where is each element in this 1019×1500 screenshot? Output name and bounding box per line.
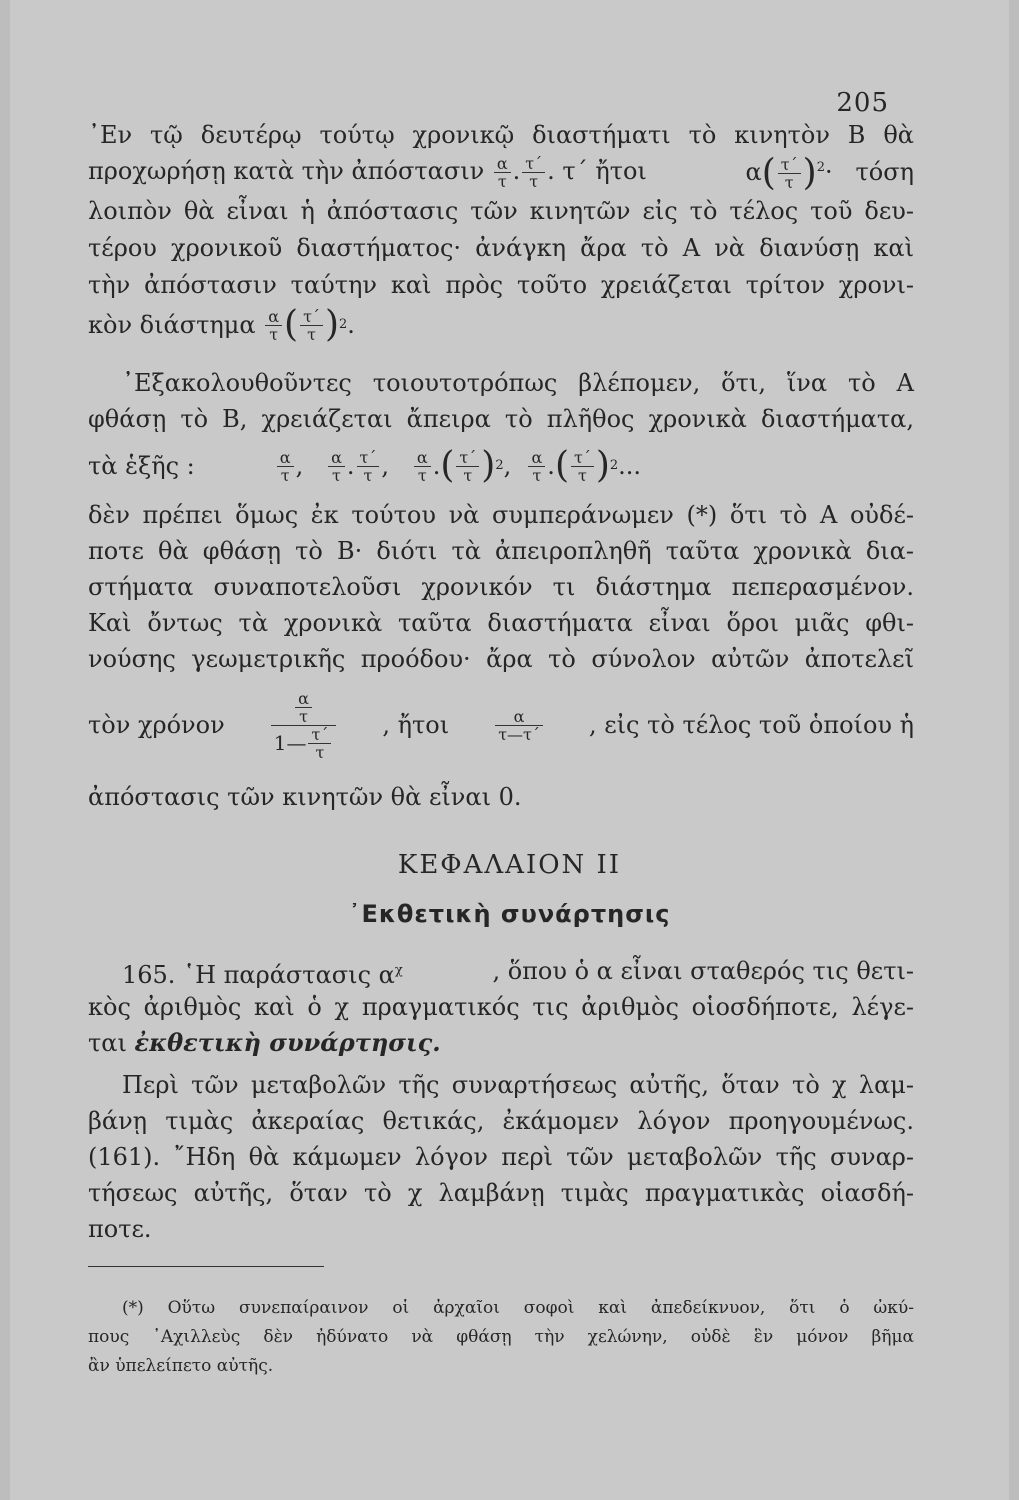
page-number: 205: [836, 88, 889, 118]
text-fragment: προχωρήσῃ κατὰ τὴν ἀπόστασιν: [88, 156, 485, 185]
footnote-line: (*) Οὕτω συνεπαίραινον οἱ ἀρχαῖοι σοφοὶ καὶ ἀπεδείκνυον, ὅτι ὁ ὠκύ-: [122, 1298, 914, 1318]
text-line: ᾿Εν τῷ δευτέρῳ τούτῳ χρονικῷ διαστήματι τὸ κινητὸν Β θὰ: [88, 121, 914, 149]
text-line: στήματα συναποτελοῦσι χρονικόν τι διάστημα πεπερασμένον.: [88, 573, 914, 601]
text-line: δὲν πρέπει ὅμως ἐκ τούτου νὰ συμπεράνωμεν (*) ὅτι τὸ Α οὐδέ-: [88, 501, 914, 529]
fraction: $\frac{\alpha}{\tau}$: [277, 449, 294, 484]
text-fragment: , ἤτοι: [382, 711, 450, 739]
text-fragment: τόση: [855, 158, 914, 186]
text-line-math: κὸν διάστημα $\frac{\alpha}{\tau}$ ( $\frac{\tau΄}{\tau}$ ) 2 .: [88, 304, 355, 345]
text-line: ται ἐκθετικὴ συνάρτησις.: [88, 1028, 441, 1057]
fraction: $\frac{\tau΄}{\tau}$: [522, 155, 545, 190]
footnote-divider: [88, 1266, 324, 1267]
fraction: $\frac{\tau΄}{\tau}$: [357, 449, 380, 484]
text-fragment: κὸν διάστημα: [88, 311, 256, 339]
text-line: κὸς ἀριθμὸς καὶ ὁ χ πραγματικός τις ἀριθμὸς οἱοσδήποτε, λέγε-: [88, 993, 914, 1021]
chapter-title: ᾿Εκθετικὴ συνάρτησις: [348, 900, 671, 928]
fraction: $\frac{\alpha}{\tau}$: [414, 449, 431, 484]
text-line-math: τὰ ἑξῆς : $\frac{\alpha}{\tau}$ , $\frac{\alpha}{\tau}$ . $\frac{\tau΄}{\tau}$ , $\frac{\alpha}{\tau}$ . ( $\frac{\tau΄}{\tau}$ ) 2 , $\frac{\alpha}{\tau}$ . ( $\frac{\tau΄}{\tau}$ ) 2 ...: [88, 445, 642, 486]
fraction: $\frac{\alpha}{\tau}$: [295, 690, 312, 725]
text-line: τέρου χρονικοῦ διαστήματος· ἀνάγκη ἄρα τὸ Α νὰ διανύσῃ καὶ: [88, 234, 914, 262]
chapter-heading: ΚΕΦΑΛΑΙΟΝ II: [397, 850, 622, 880]
text-line-math: προχωρήσῃ κατὰ τὴν ἀπόστασιν $\frac{\alpha}{\tau}$ . $\frac{\tau΄}{\tau}$ . τ΄ ἤτοι α( $\frac{\tau΄}{\tau}$ )$^2$· τόση: [88, 152, 914, 194]
emphasized-term: ἐκθετικὴ συνάρτησις.: [134, 1028, 441, 1057]
fraction: $\frac{\alpha}{\tau}$: [265, 308, 282, 343]
text-line: λοιπὸν θὰ εἶναι ἡ ἀπόστασις τῶν κινητῶν εἰς τὸ τέλος τοῦ δευ-: [88, 197, 914, 225]
text-fragment: τὸν χρόνον: [88, 711, 225, 739]
fraction: $\frac{\tau΄}{\tau}$: [308, 726, 331, 761]
footnote-line: ἂν ὑπελείπετο αὐτῆς.: [88, 1356, 274, 1376]
compound-fraction: $\frac{\alpha}{\tau}$ 1— $\frac{\tau΄}{\tau}$: [271, 690, 337, 761]
text-line: Περὶ τῶν μεταβολῶν τῆς συναρτήσεως αὐτῆς, ὅταν τὸ χ λαμ-: [122, 1071, 914, 1099]
text-fragment: α: [745, 158, 762, 186]
fraction: $\frac{\tau΄}{\tau}$: [300, 308, 323, 343]
fraction: $\frac{\alpha}{\tau—\tau΄}$: [495, 708, 543, 743]
fraction: $\frac{\alpha}{\tau}$: [328, 449, 345, 484]
text-line: βάνῃ τιμὰς ἀκεραίας θετικάς, ἐκάμομεν λόγον προηγουμένως.: [88, 1107, 914, 1135]
fraction: $\frac{\alpha}{\tau}$: [528, 449, 545, 484]
book-page: [10, 0, 1009, 1500]
text-line: ᾿Εξακολουθοῦντες τοιουτοτρόπως βλέπομεν, ὅτι, ἵνα τὸ Α: [122, 369, 914, 397]
text-line: ποτε θὰ φθάσῃ τὸ Β· διότι τὰ ἀπειροπληθῆ ταῦτα χρονικὰ δια-: [88, 537, 914, 565]
fraction: $\frac{\tau΄}{\tau}$: [571, 449, 594, 484]
text-fragment: τ΄ ἤτοι: [562, 156, 647, 185]
text-line: ἀπόστασις τῶν κινητῶν θὰ εἶναι 0.: [88, 783, 522, 811]
text-line: (161). ῎Ηδη θὰ κάμωμεν λόγον περὶ τῶν μεταβολῶν τῆς συναρ-: [88, 1143, 914, 1171]
text-line: τὴν ἀπόστασιν ταύτην καὶ πρὸς τοῦτο χρειάζεται τρίτον χρονι-: [88, 271, 914, 299]
text-line: Καὶ ὄντως τὰ χρονικὰ ταῦτα διαστήματα εἶναι ὅροι μιᾶς φθι-: [88, 609, 914, 637]
text-line-math: [88, 670, 914, 780]
text-line: τήσεως αὐτῆς, ὅταν τὸ χ λαμβάνῃ τιμὰς πραγματικὰς οἱασδή-: [88, 1179, 914, 1207]
footnote-line: πους ᾿Αχιλλεὺς δὲν ἠδύνατο νὰ φθάσῃ τὴν χελώνην, οὐδὲ ἓν μόνον βῆμα: [88, 1327, 914, 1347]
text-line: ποτε.: [88, 1215, 152, 1243]
text-line: 165. ῾Η παράστασις $\alpha^\chi$ , ὅπου ὁ α εἶναι σταθερός τις θετι-: [122, 957, 914, 989]
text-line: φθάσῃ τὸ Β, χρειάζεται ἄπειρα τὸ πλῆθος χρονικὰ διαστήματα,: [88, 405, 914, 433]
text-fragment: , εἰς τὸ τέλος τοῦ ὁποίου ἡ: [588, 711, 914, 739]
fraction: $\frac{\alpha}{\tau}$: [494, 155, 511, 190]
fraction: $\frac{\tau΄}{\tau}$: [456, 449, 479, 484]
text-fragment: τὰ ἑξῆς :: [88, 452, 195, 480]
fraction: $\frac{\tau΄}{\tau}$: [778, 156, 801, 191]
text-line: νούσης γεωμετρικῆς προόδου· ἄρα τὸ σύνολον αὐτῶν ἀποτελεῖ: [88, 645, 914, 673]
